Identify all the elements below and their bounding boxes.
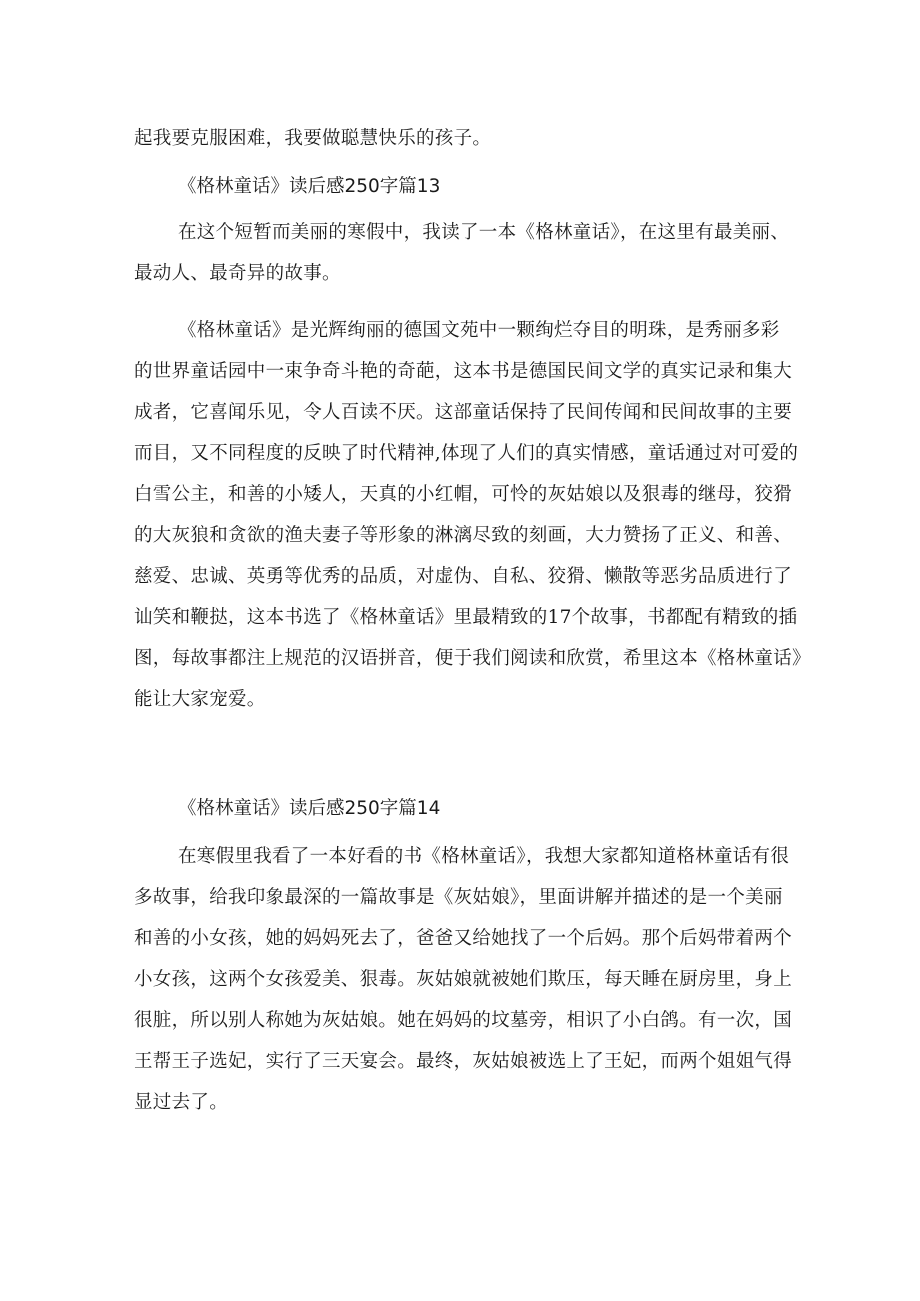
text-line: 在这个短暂而美丽的寒假中，我读了一本《格林童话》，在这里有最美丽、 bbox=[178, 222, 790, 243]
text-line: 很脏，所以别人称她为灰姑娘。她在妈妈的坟墓旁，相识了小白鸽。有一次，国 bbox=[134, 1010, 793, 1031]
text-line: 多故事，给我印象最深的一篇故事是《灰姑娘》，里面讲解并描述的是一个美丽 bbox=[134, 887, 783, 908]
text-line: 王帮王子选妃，实行了三天宴会。最终，灰姑娘被选上了王妃，而两个姐姐气得 bbox=[134, 1051, 793, 1072]
text-line: 在寒假里我看了一本好看的书《格林童话》，我想大家都知道格林童话有很 bbox=[178, 846, 790, 867]
text-line: 白雪公主，和善的小矮人，天真的小红帽，可怜的灰姑娘以及狠毒的继母，狡猾 bbox=[134, 484, 793, 505]
text-line: 慈爱、忠诚、英勇等优秀的品质，对虚伪、自私、狡猾、懒散等恶劣品质进行了 bbox=[134, 566, 793, 587]
text-line: 和善的小女孩，她的妈妈死去了，爸爸又给她找了一个后妈。那个后妈带着两个 bbox=[134, 928, 793, 949]
text-line: 的世界童话园中一束争奇斗艳的奇葩，这本书是德国民间文学的真实记录和集大 bbox=[134, 361, 793, 382]
text-line: 显过去了。 bbox=[134, 1092, 229, 1113]
section-heading-13: 《格林童话》读后感250字篇13 bbox=[178, 176, 441, 197]
text-line: 小女孩，这两个女孩爱美、狠毒。灰姑娘就被她们欺压，每天睡在厨房里，身上 bbox=[134, 969, 793, 990]
text-line: 而目，又不同程度的反映了时代精神,体现了人们的真实情感，童话通过对可爱的 bbox=[134, 443, 799, 464]
text-line: 成者，它喜闻乐见，令人百读不厌。这部童话保持了民间传闻和民间故事的主要 bbox=[134, 402, 793, 423]
paragraph-intro-end bbox=[134, 118, 794, 159]
text-line: 最动人、最奇异的故事。 bbox=[134, 263, 341, 284]
paragraph-13-2 bbox=[134, 310, 811, 720]
paragraph-13-1 bbox=[134, 212, 794, 294]
text-line: 的大灰狼和贪欲的渔夫妻子等形象的淋漓尽致的刻画，大力赞扬了正义、和善、 bbox=[134, 525, 793, 546]
paragraph-14-1 bbox=[134, 836, 794, 1123]
text-line: 能让大家宠爱。 bbox=[134, 689, 266, 710]
section-heading-14: 《格林童话》读后感250字篇14 bbox=[178, 798, 441, 819]
text-line: 起我要克服困难，我要做聪慧快乐的孩子。 bbox=[134, 128, 492, 149]
text-line: 图，每故事都注上规范的汉语拼音，便于我们阅读和欣赏，希里这本《格林童话》 bbox=[134, 648, 811, 669]
text-line: 《格林童话》是光辉绚丽的德国文苑中一颗绚烂夺目的明珠，是秀丽多彩 bbox=[178, 320, 780, 341]
text-line: 讪笑和鞭挞，这本书选了《格林童话》里最精致的17个故事，书都配有精致的插 bbox=[134, 607, 798, 628]
